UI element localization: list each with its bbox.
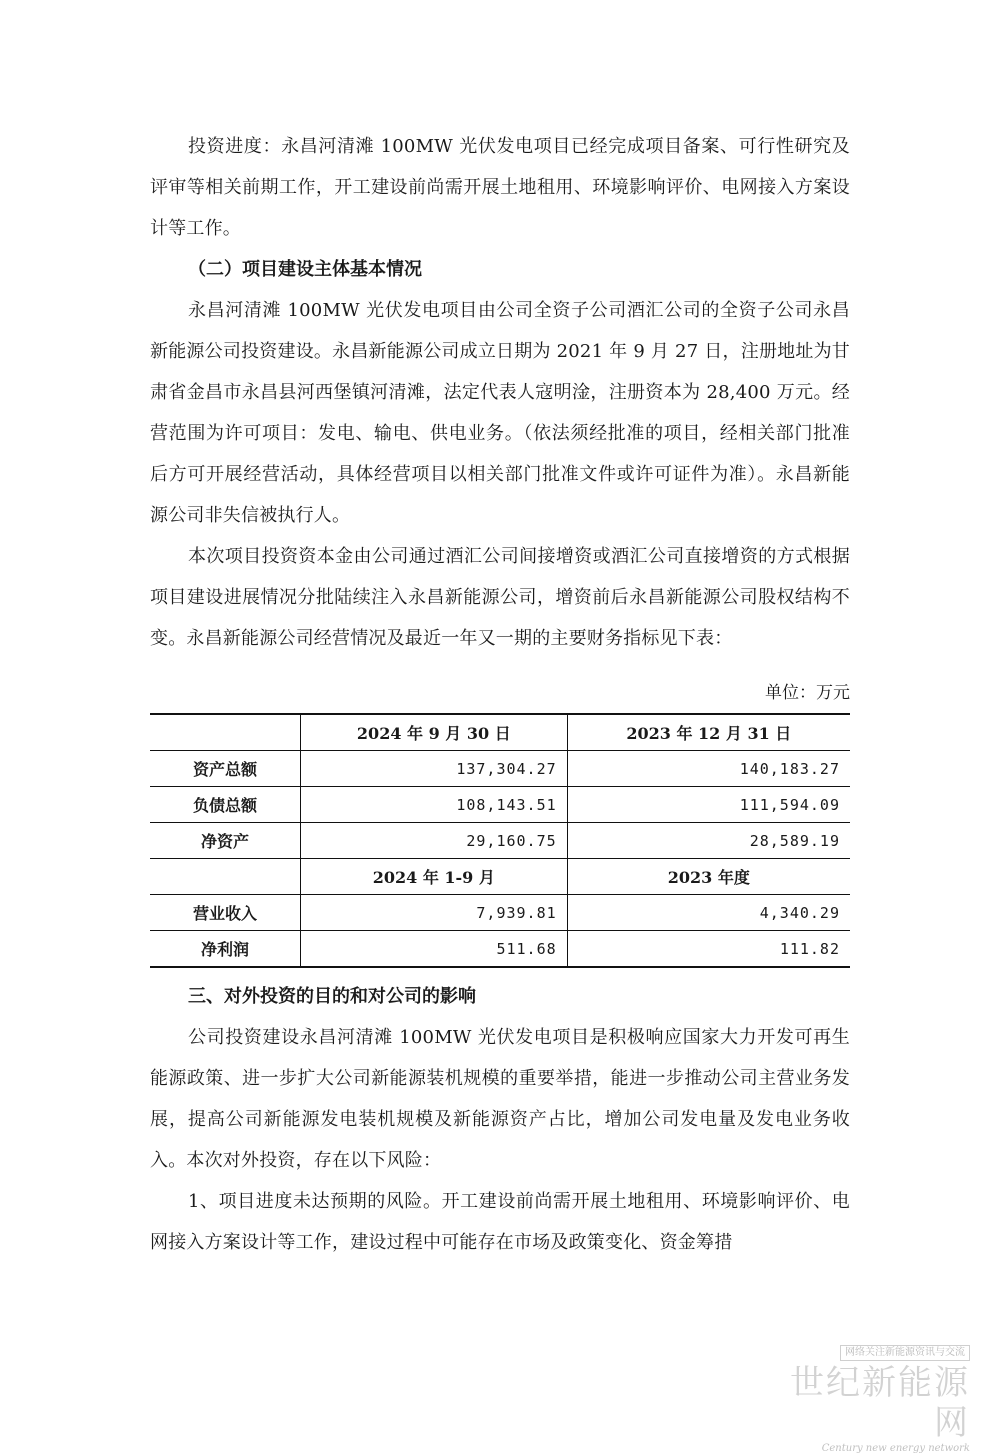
row-label: 资产总额 xyxy=(150,751,301,787)
table-corner-cell xyxy=(150,859,301,895)
table-header-row xyxy=(150,859,850,895)
table-row xyxy=(150,823,850,859)
table-row xyxy=(150,751,850,787)
watermark-tag: 网络关注新能源资讯与交流 xyxy=(840,1345,970,1361)
table-header-cell: 2024 年 9 月 30 日 xyxy=(301,714,568,751)
unit-label: 单位：万元 xyxy=(765,683,850,703)
table-row xyxy=(150,787,850,823)
row-value: 7,939.81 xyxy=(301,895,568,931)
document-page xyxy=(150,126,850,1263)
row-value: 28,589.19 xyxy=(567,823,850,859)
row-value: 29,160.75 xyxy=(301,823,568,859)
row-value: 511.68 xyxy=(301,931,568,968)
row-value: 111,594.09 xyxy=(567,787,850,823)
entity-heading: （二）项目建设主体基本情况 xyxy=(188,259,422,280)
table-header-row xyxy=(150,714,850,751)
watermark-logo-text: 世纪新能源网 xyxy=(790,1363,970,1443)
row-value: 111.82 xyxy=(567,931,850,968)
progress-paragraph: 投资进度：永昌河清滩 100MW 光伏发电项目已经完成项目备案、可行性研究及评审等相关前期工作，开工建设前尚需开展土地租用、环境影响评价、电网接入方案设计等工作。 xyxy=(150,136,850,239)
row-label: 净资产 xyxy=(150,823,301,859)
watermark xyxy=(770,1340,970,1455)
financial-table xyxy=(150,713,850,968)
row-value: 140,183.27 xyxy=(567,751,850,787)
row-value: 108,143.51 xyxy=(301,787,568,823)
table-header-cell: 2024 年 1-9 月 xyxy=(301,859,568,895)
table-row xyxy=(150,931,850,968)
row-value: 137,304.27 xyxy=(301,751,568,787)
purpose-paragraph: 公司投资建设永昌河清滩 100MW 光伏发电项目是积极响应国家大力开发可再生能源政策、进一步扩大公司新能源装机规模的重要举措，能进一步推动公司主营业务发展，提高公司新能源发电装机规模及新能源资产占比，增加公司发电量及发电业务收入。本次对外投资，存在以下风险： xyxy=(150,1027,850,1171)
section3-heading: 三、对外投资的目的和对公司的影响 xyxy=(188,986,476,1007)
row-label: 净利润 xyxy=(150,931,301,968)
row-value: 4,340.29 xyxy=(567,895,850,931)
table-header-cell: 2023 年度 xyxy=(567,859,850,895)
row-label: 负债总额 xyxy=(150,787,301,823)
table-row xyxy=(150,895,850,931)
table-corner-cell xyxy=(150,714,301,751)
watermark-english: Century new energy network xyxy=(821,1443,970,1454)
table-header-cell: 2023 年 12 月 31 日 xyxy=(567,714,850,751)
row-label: 营业收入 xyxy=(150,895,301,931)
capital-paragraph: 本次项目投资资本金由公司通过酒汇公司间接增资或酒汇公司直接增资的方式根据项目建设进展情况分批陆续注入永昌新能源公司，增资前后永昌新能源公司股权结构不变。永昌新能源公司经营情况及最近一年又一期的主要财务指标见下表： xyxy=(150,546,850,649)
entity-paragraph: 永昌河清滩 100MW 光伏发电项目由公司全资子公司酒汇公司的全资子公司永昌新能源公司投资建设。永昌新能源公司成立日期为 2021 年 9 月 27 日，注册地址为甘肃省金昌市永昌县河西堡镇河清滩，法定代表人寇明淦，注册资本为 28,400 万元。经营范围为许可项目：发电、输电、供电业务。（依法须经批准的项目，经相关部门批准后方可开展经营活动，具体经营项目以相关部门批准文件或许可证件为准）。永昌新能源公司非失信被执行人。 xyxy=(150,300,850,526)
risk1-paragraph: 1、项目进度未达预期的风险。开工建设前尚需开展土地租用、环境影响评价、电网接入方案设计等工作，建设过程中可能存在市场及政策变化、资金筹措 xyxy=(150,1191,850,1253)
